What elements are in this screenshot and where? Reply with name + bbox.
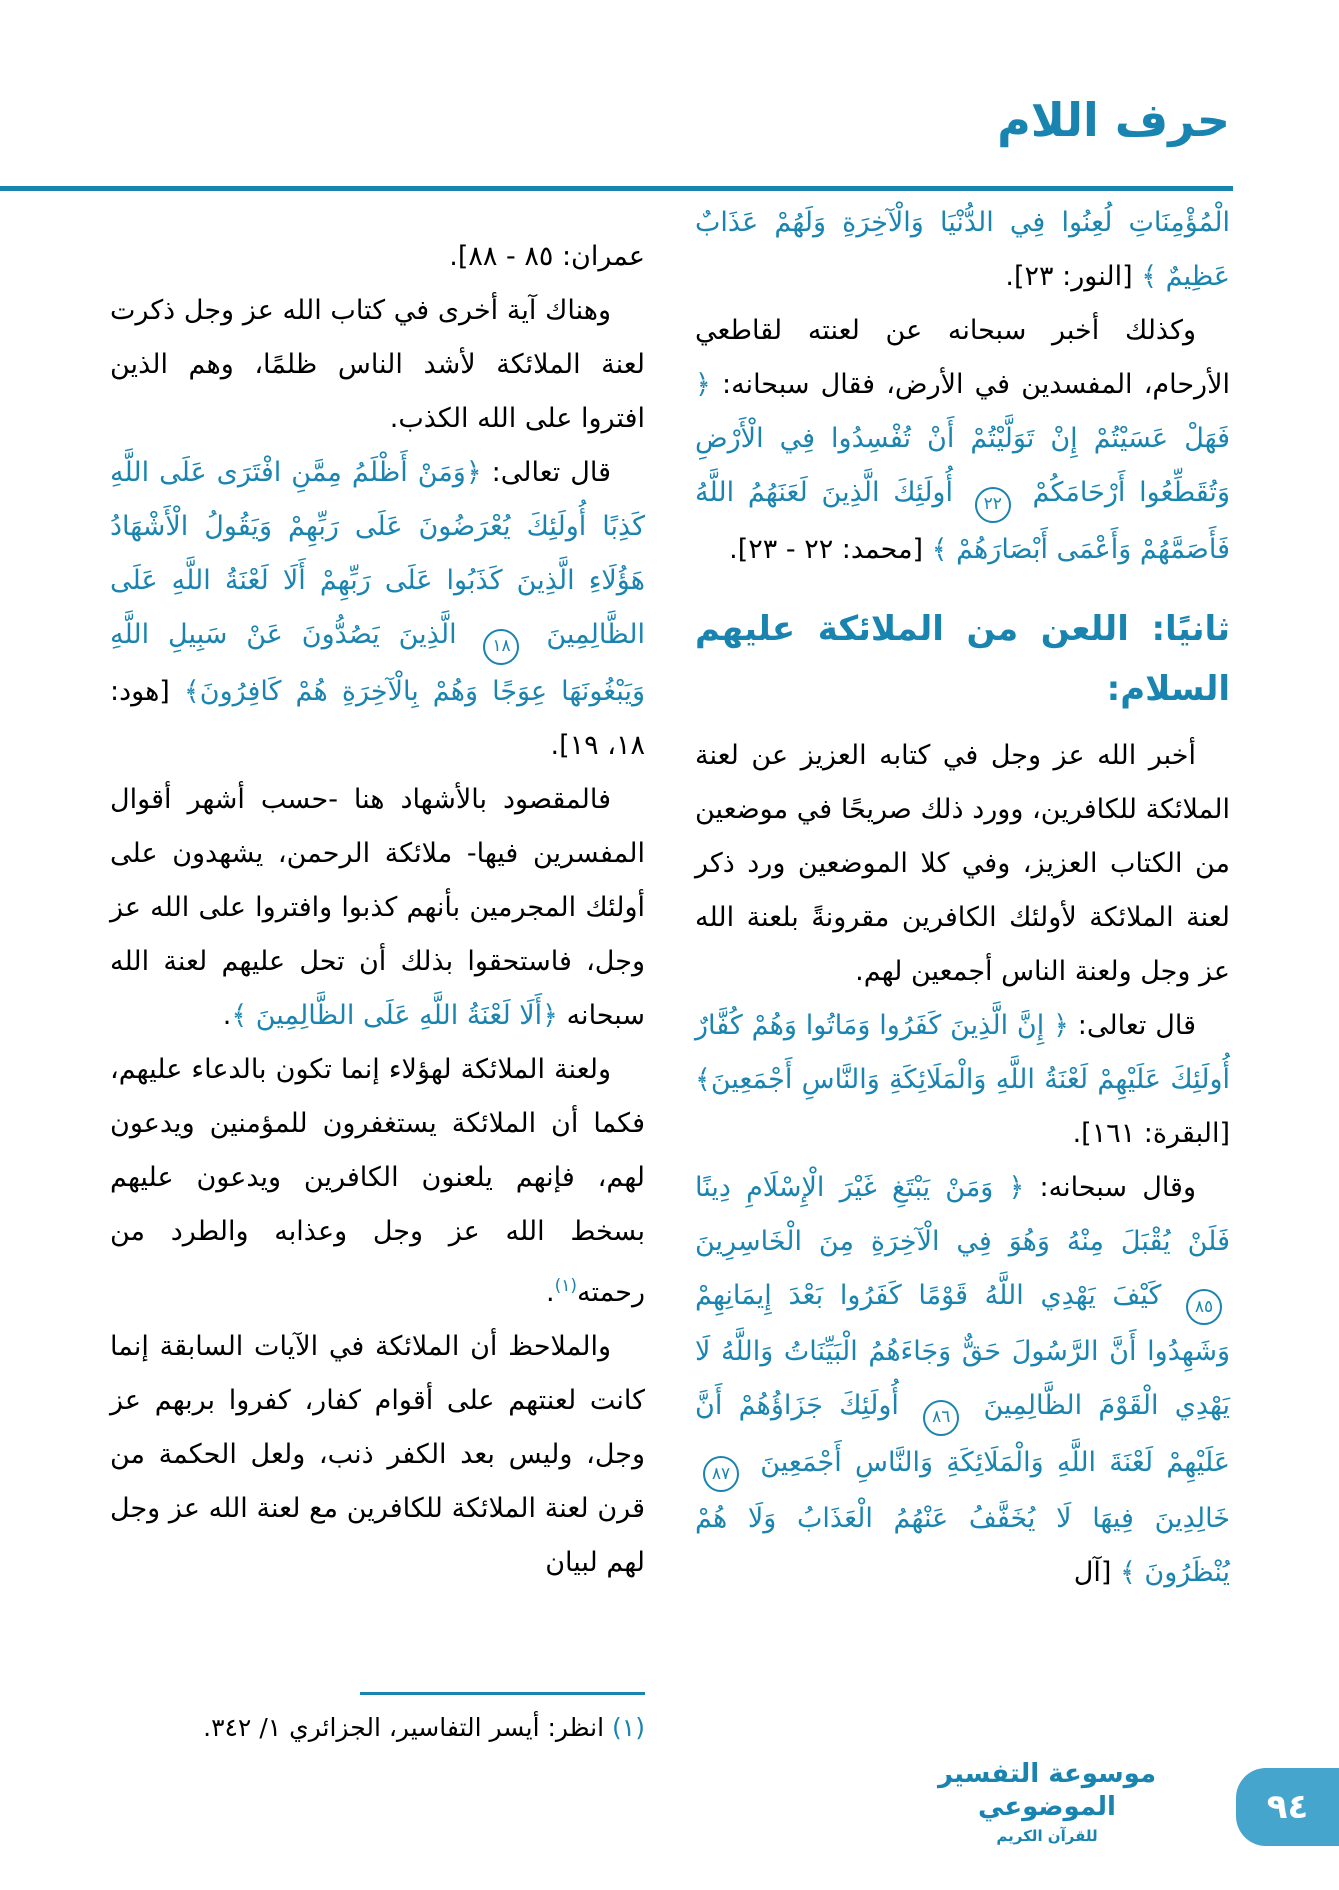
verse-reference: [البقرة: ١٦١]. [1072,1117,1230,1149]
body-text: ولعنة الملائكة لهؤلاء إنما تكون بالدعاء عليهم، فكما أن الملائكة يستغفرون للمؤمنين ويدعون لهم، فإنهم يلعنون الكافرين ويدعون عليهم بسخط الله عز وجل وعذابه والطرد من رحمته [110,1053,645,1308]
publisher-logo-subtitle: للقرآن الكريم [996,1827,1098,1845]
footnote-area [110,1692,645,1749]
quran-verse-text: ﴿ إِنَّ الَّذِينَ كَفَرُوا وَمَاتُوا وَهُمْ كُفَّارٌ أُولَئِكَ عَلَيْهِمْ لَعْنَةُ اللَّهِ وَالْمَلَائِكَةِ وَالنَّاسِ أَجْمَعِينَ﴾ [695,1009,1230,1095]
verse-reference: [هود: ١٨، ١٩]. [110,675,645,761]
quran-verse-text: الَّذِينَ يَصُدُّونَ عَنْ سَبِيلِ اللَّهِ وَيَبْغُونَهَا عِوَجًا وَهُمْ بِالْآخِرَةِ هُمْ كَافِرُونَ﴾ [110,619,645,707]
text: ثانيًا: اللعن من الملائكة عليهم السلام: [695,608,1230,709]
header-rule [0,186,1233,191]
ayah-number-badge: ٨٧ [703,1456,739,1492]
quran-verse-text: ﴿وَمَنْ أَظْلَمُ مِمَّنِ افْتَرَى عَلَى اللَّهِ كَذِبًا أُولَئِكَ يُعْرَضُونَ عَلَى رَبِّهِمْ وَيَقُولُ الْأَشْهَادُ هَؤُلَاءِ الَّذِينَ كَذَبُوا عَلَى رَبِّهِمْ أَلَا لَعْنَةُ اللَّهِ عَلَى الظَّالِمِينَ [110,457,645,650]
verse-reference-continuation [110,230,645,284]
publisher-logo-title: موسوعة التفسير الموضوعي [937,1759,1157,1822]
chapter-header-title: حرف اللام [997,93,1230,147]
verse-reference: عمران: ٨٥ - ٨٨]. [449,241,645,272]
paragraph [695,729,1230,999]
quran-verse-text: الْمُؤْمِنَاتِ لُعِنُوا فِي الدُّنْيَا وَالْآخِرَةِ وَلَهُمْ عَذَابٌ عَظِيمٌ ﴾ [695,207,1230,292]
ayah-number-badge: ١٨ [483,629,519,665]
quran-verse-continuation [695,196,1230,304]
body-text: . [222,999,232,1031]
paragraph [110,1320,645,1590]
footnote-marker: (١) [604,1713,645,1742]
paragraph [695,304,1230,577]
ayah-number-badge: ٨٦ [923,1400,959,1436]
paragraph [695,999,1230,1161]
quran-verse-text: ﴿ وَمَنْ يَبْتَغِ غَيْرَ الْإِسْلَامِ دِينًا فَلَنْ يُقْبَلَ مِنْهُ وَهُوَ فِي الْآخِرَةِ مِنَ الْخَاسِرِينَ [695,1171,1230,1257]
body-text: وكذلك أخبر سبحانه عن لعنته لقاطعي الأرحام، المفسدين في الأرض، فقال سبحانه: [695,315,1230,400]
publisher-logo [923,1758,1171,1845]
footnote-marker: (١) [554,1275,578,1296]
paragraph [695,1161,1230,1601]
quran-verse-text: كَيْفَ يَهْدِي اللَّهُ قَوْمًا كَفَرُوا بَعْدَ إِيمَانِهِمْ وَشَهِدُوا أَنَّ الرَّسُولَ حَقٌّ وَجَاءَهُمُ الْبَيِّنَاتُ وَاللَّهُ لَا يَهْدِي الْقَوْمَ الظَّالِمِينَ [695,1279,1230,1421]
section-heading [695,599,1230,719]
verse-reference: [النور: ٢٣]. [1005,261,1142,292]
verse-reference: [آل [1073,1557,1121,1588]
body-text: . [546,1276,555,1308]
body-text: والملاحظ أن الملائكة في الآيات السابقة إنما كانت لعنتهم على أقوام كفار، كفروا بربهم عز وجل، وليس بعد الكفر ذنب، ولعل الحكمة من قرن لعنة الملائكة للكافرين مع لعنة الله عز وجل لهم لبيان [110,1330,645,1578]
paragraph [110,284,645,446]
body-text: أخبر الله عز وجل في كتابه العزيز عن لعنة الملائكة للكافرين، وورد ذلك صريحًا في موضعين من الكتاب العزيز، وفي كلا الموضعين ورد ذكر لعنة الملائكة لأولئك الكافرين مقرونةً بلعنة الله عز وجل ولعنة الناس أجمعين لهم. [695,739,1230,987]
body-text: انظر: أيسر التفاسير، الجزائري ١/ ٣٤٢. [203,1713,605,1742]
column-right [695,196,1230,1600]
paragraph [110,1043,645,1320]
ayah-number-badge: ٢٢ [975,487,1011,523]
body-text: فالمقصود بالأشهاد هنا -حسب أشهر أقوال المفسرين فيها- ملائكة الرحمن، يشهدون على أولئك المجرمين بأنهم كذبوا وافتروا على الله عز وجل، فاستحقوا بذلك أن تحل عليهم لعنة الله سبحانه [110,783,645,1031]
quran-verse-text: ﴿ فَهَلْ عَسَيْتُمْ إِنْ تَوَلَّيْتُمْ أَنْ تُفْسِدُوا فِي الْأَرْضِ وَتُقَطِّعُوا أَرْحَامَكُمْ [695,369,1230,508]
quran-verse-text: أُولَئِكَ الَّذِينَ لَعَنَهُمُ اللَّهُ فَأَصَمَّهُمْ وَأَعْمَى أَبْصَارَهُمْ ﴾ [695,477,1230,565]
page-number: ٩٤ [1266,1787,1309,1827]
body-text: قال تعالى: [1068,1009,1196,1041]
footnote-text [110,1707,645,1749]
quran-verse-text: أُولَئِكَ جَزَاؤُهُمْ أَنَّ عَلَيْهِمْ لَعْنَةَ اللَّهِ وَالْمَلَائِكَةِ وَالنَّاسِ أَجْمَعِينَ [695,1390,1230,1478]
body-text: قال تعالى: [481,457,612,488]
body-text: وقال سبحانه: [1024,1171,1196,1203]
body-text: وهناك آية أخرى في كتاب الله عز وجل ذكرت لعنة الملائكة لأشد الناس ظلمًا، وهم الذين افتروا على الله الكذب. [110,295,645,434]
page-number-tab [1236,1768,1339,1846]
column-left [110,230,645,1590]
verse-reference: [محمد: ٢٢ - ٢٣]. [729,533,932,565]
paragraph [110,446,645,773]
quran-verse-text: ﴿أَلَا لَعْنَةُ اللَّهِ عَلَى الظَّالِمِينَ ﴾ [231,999,558,1031]
ayah-number-badge: ٨٥ [1186,1289,1222,1325]
footnote-rule [360,1692,645,1695]
paragraph [110,773,645,1043]
quran-verse-text: خَالِدِينَ فِيهَا لَا يُخَفَّفُ عَنْهُمُ الْعَذَابُ وَلَا هُمْ يُنْظَرُونَ ﴾ [695,1503,1230,1588]
